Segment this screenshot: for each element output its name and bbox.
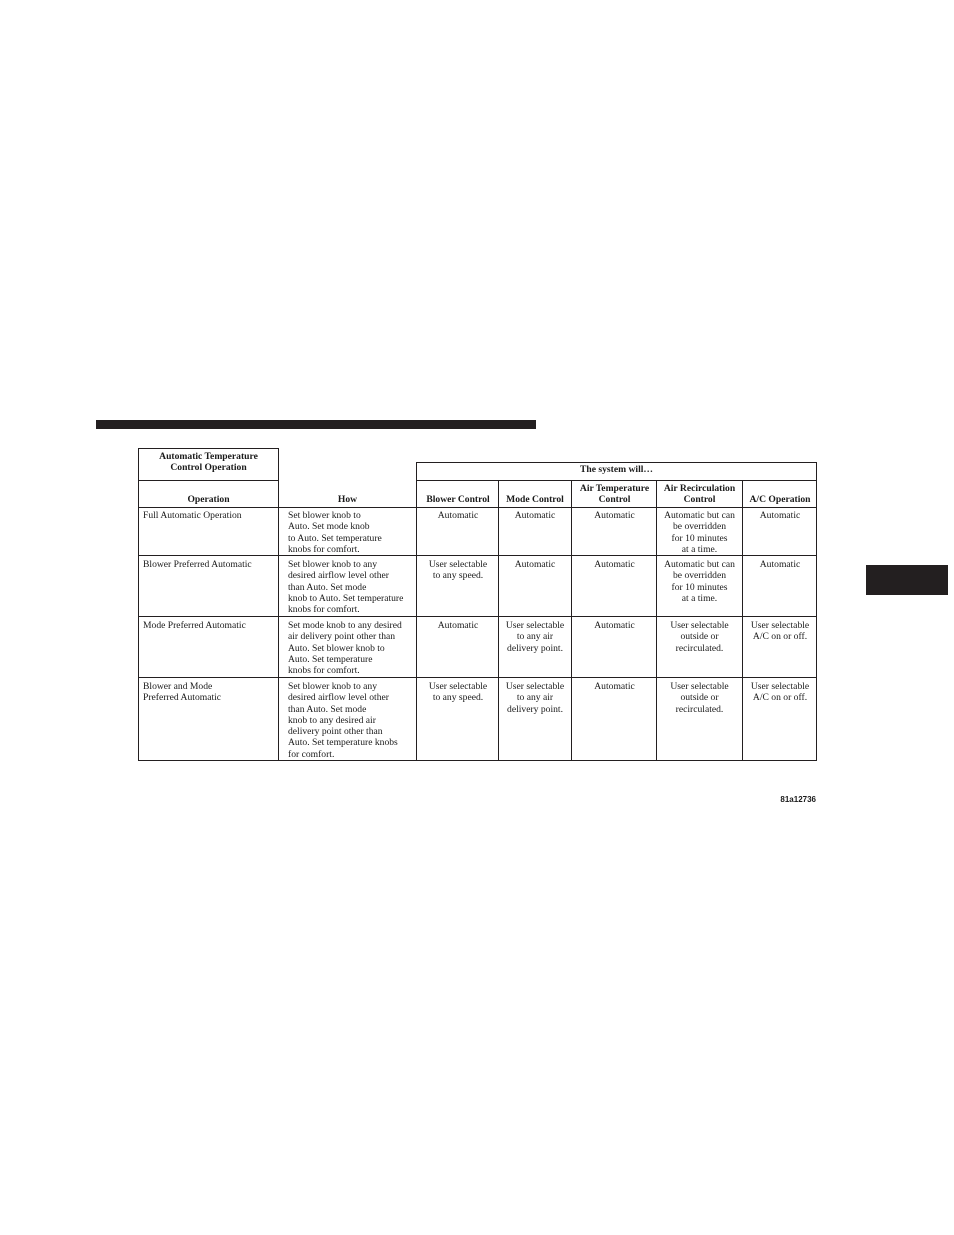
- row1-mode: Automatic: [514, 510, 556, 521]
- row3-operation: Mode Preferred Automatic: [143, 620, 246, 631]
- row4-mode: User selectable to any air delivery point.: [505, 681, 565, 715]
- col-header-how: How: [337, 494, 358, 505]
- grid-line: [138, 507, 817, 508]
- row3-how: Set mode knob to any desired air delivery point other than Auto. Set blower knob to Auto. Set temperature knobs for comfort.: [288, 620, 402, 677]
- row3-air-temp: Automatic: [594, 620, 635, 631]
- grid-line: [138, 677, 817, 678]
- row2-blower: User selectable to any speed.: [428, 559, 488, 582]
- section-rule: [96, 420, 536, 429]
- row1-ac: Automatic: [759, 510, 801, 521]
- grid-line: [138, 555, 817, 556]
- atc-operation-table: [138, 448, 817, 761]
- col-header-blower-control: Blower Control: [426, 494, 490, 505]
- row2-how: Set blower knob to any desired airflow level other than Auto. Set mode knob to Auto. Set temperature knobs for comfort.: [288, 559, 404, 616]
- row2-recirc: Automatic but can be overridden for 10 minutes at a time.: [664, 559, 735, 604]
- row1-operation: Full Automatic Operation: [143, 510, 242, 521]
- grid-line: [138, 616, 817, 617]
- row1-blower: Automatic: [437, 510, 479, 521]
- grid-line: [138, 760, 817, 761]
- col-header-mode-control: Mode Control: [506, 494, 564, 505]
- grid-line: [138, 480, 279, 481]
- row1-how: Set blower knob to Auto. Set mode knob to Auto. Set temperature knobs for comfort.: [288, 510, 382, 555]
- row3-mode: User selectable to any air delivery point.: [505, 620, 565, 654]
- row1-recirc: Automatic but can be overridden for 10 minutes at a time.: [664, 510, 735, 555]
- grid-line: [656, 480, 657, 761]
- grid-line: [416, 462, 817, 463]
- row1-air-temp: Automatic: [594, 510, 635, 521]
- col-header-ac-operation: A/C Operation: [749, 494, 811, 505]
- col-header-air-temperature-control: Air Temperature Control: [579, 483, 650, 506]
- row4-how: Set blower knob to any desired airflow level other than Auto. Set mode knob to any desired air delivery point other than Auto. Set temperature knobs for comfort.: [288, 681, 398, 760]
- row4-recirc: User selectable outside or recirculated.: [670, 681, 729, 715]
- grid-line: [498, 480, 499, 761]
- group-title: Automatic Temperature Control Operation: [159, 451, 258, 474]
- grid-line: [278, 448, 279, 761]
- col-header-air-recirculation-control: Air Recirculation Control: [663, 483, 736, 506]
- row2-ac: Automatic: [759, 559, 801, 570]
- grid-line: [742, 480, 743, 761]
- grid-line: [571, 480, 572, 761]
- row3-ac: User selectable A/C on or off.: [750, 620, 810, 643]
- chapter-tab: [866, 565, 948, 595]
- row4-ac: User selectable A/C on or off.: [750, 681, 810, 704]
- figure-code: 81a12736: [780, 795, 816, 804]
- row4-air-temp: Automatic: [594, 681, 635, 692]
- row2-operation: Blower Preferred Automatic: [143, 559, 252, 570]
- row2-mode: Automatic: [514, 559, 556, 570]
- row3-recirc: User selectable outside or recirculated.: [670, 620, 729, 654]
- grid-line: [416, 480, 817, 481]
- span-header: The system will…: [579, 464, 654, 475]
- row3-blower: Automatic: [437, 620, 479, 631]
- row4-blower: User selectable to any speed.: [428, 681, 488, 704]
- grid-line: [138, 448, 279, 449]
- col-header-operation: Operation: [187, 494, 230, 505]
- grid-line: [138, 448, 139, 761]
- row4-operation: Blower and Mode Preferred Automatic: [143, 681, 222, 704]
- row2-air-temp: Automatic: [594, 559, 635, 570]
